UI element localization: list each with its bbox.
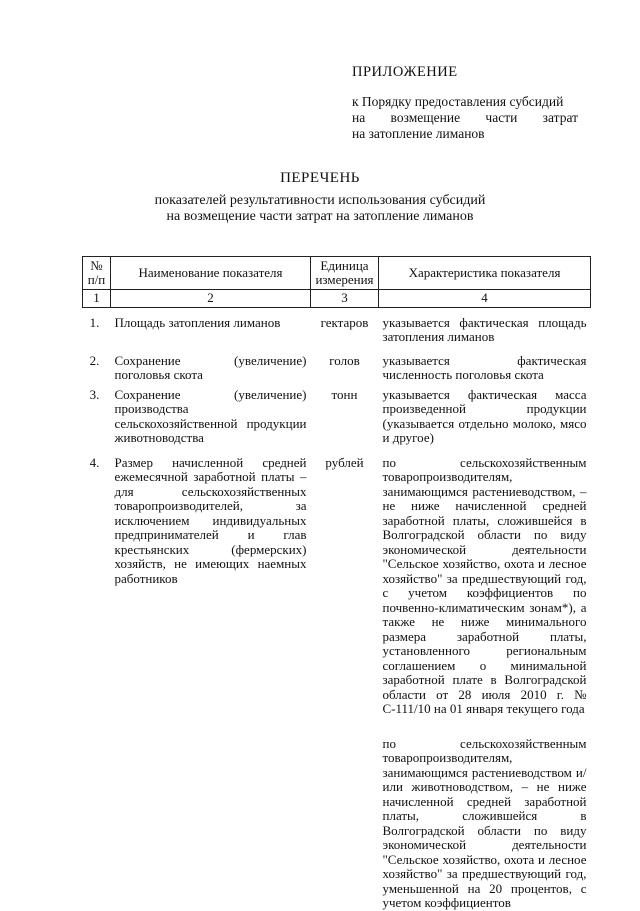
indicator-name: Сохранение (увеличение) производства сельскохозяйственной продукции животноводства <box>114 386 307 445</box>
header-characteristic: Характеристика показателя <box>379 257 591 290</box>
appendix-line-2: на возмещение части затрат <box>352 110 578 125</box>
column-number: 4 <box>379 290 591 308</box>
column-number: 1 <box>83 290 111 308</box>
row-number: 1. <box>89 314 100 330</box>
indicator-name: Площадь затопления лиманов <box>114 314 281 330</box>
row-number: 4. <box>89 454 100 470</box>
table-row <box>83 456 591 911</box>
column-number: 2 <box>111 290 311 308</box>
document-subtitle-line-1: показателей результативности использования субсидий <box>154 193 486 208</box>
header-indicator-name: Наименование показателя <box>111 257 311 290</box>
indicator-characteristic: указывается фактическая численность поголовья скота <box>382 352 587 382</box>
document-subtitle <box>0 193 640 225</box>
column-number: 3 <box>311 290 379 308</box>
indicator-unit: голов <box>329 352 360 368</box>
indicator-characteristic: указывается фактическая масса произведенной продукции (указывается отдельно молоко, мясо и другое) <box>382 386 587 445</box>
row-number: 2. <box>89 352 100 368</box>
appendix-header <box>352 64 578 142</box>
table-header-row <box>83 257 591 290</box>
indicator-characteristic: указывается фактическая площадь затопления лиманов <box>382 314 587 344</box>
characteristic-paragraph-crop-livestock-producers: по сельскохозяйственным товаропроизводителям, занимающимся растениеводством и/или животноводством, – не ниже начисленной средней заработной платы, сложившейся в Волгоградской области по виду экономической деятельности "Сельское хозяйство, охота и лесное хозяйство" за предшествующий год, уменьшенной на 20 процентов, с учетом коэффициентов <box>382 735 587 910</box>
indicators-table <box>82 256 591 911</box>
row-number: 3. <box>89 386 100 402</box>
indicator-unit: рублей <box>325 454 364 470</box>
header-unit: Единица измерения <box>311 257 379 290</box>
table-row <box>83 388 591 456</box>
appendix-line-1: к Порядку предоставления субсидий <box>352 94 564 109</box>
column-number-row <box>83 290 591 308</box>
indicator-characteristic <box>379 456 591 911</box>
characteristic-paragraph-crop-producers: по сельскохозяйственным товаропроизводителям, занимающимся растениеводством, – не ниже начисленной средней заработной платы, сложившейся в Волгоградской области по виду экономической деятельности "Сельское хозяйство, охота и лесное хозяйство" за предшествующий год, с учетом коэффициентов по почвенно-климатическим зонам*), а также не ниже минимального размера заработной платы, установленного региональным соглашением о минимальной заработной плате в Волгоградской области от 28 июля 2010 г. № С-111/10 на 01 января текущего года <box>382 454 587 716</box>
indicator-unit: тонн <box>331 386 358 402</box>
appendix-title: ПРИЛОЖЕНИЕ <box>352 64 458 80</box>
table-row <box>83 307 591 354</box>
header-number: № п/п <box>83 257 111 290</box>
indicator-unit: гектаров <box>320 314 369 330</box>
indicator-name: Размер начисленной средней ежемесячной заработной платы – для сельскохозяйственных товаропроизводителей, за исключением индивидуальных предпринимателей и глав крестьянских (фермерских) хозяйств, не имеющих наемных работников <box>114 454 307 586</box>
appendix-line-3: на затопление лиманов <box>352 126 485 141</box>
indicator-name: Сохранение (увеличение) поголовья скота <box>114 352 307 382</box>
document-subtitle-line-2: на возмещение части затрат на затопление лиманов <box>166 209 474 224</box>
document-title: ПЕРЕЧЕНЬ <box>280 170 360 186</box>
table-row <box>83 354 591 388</box>
